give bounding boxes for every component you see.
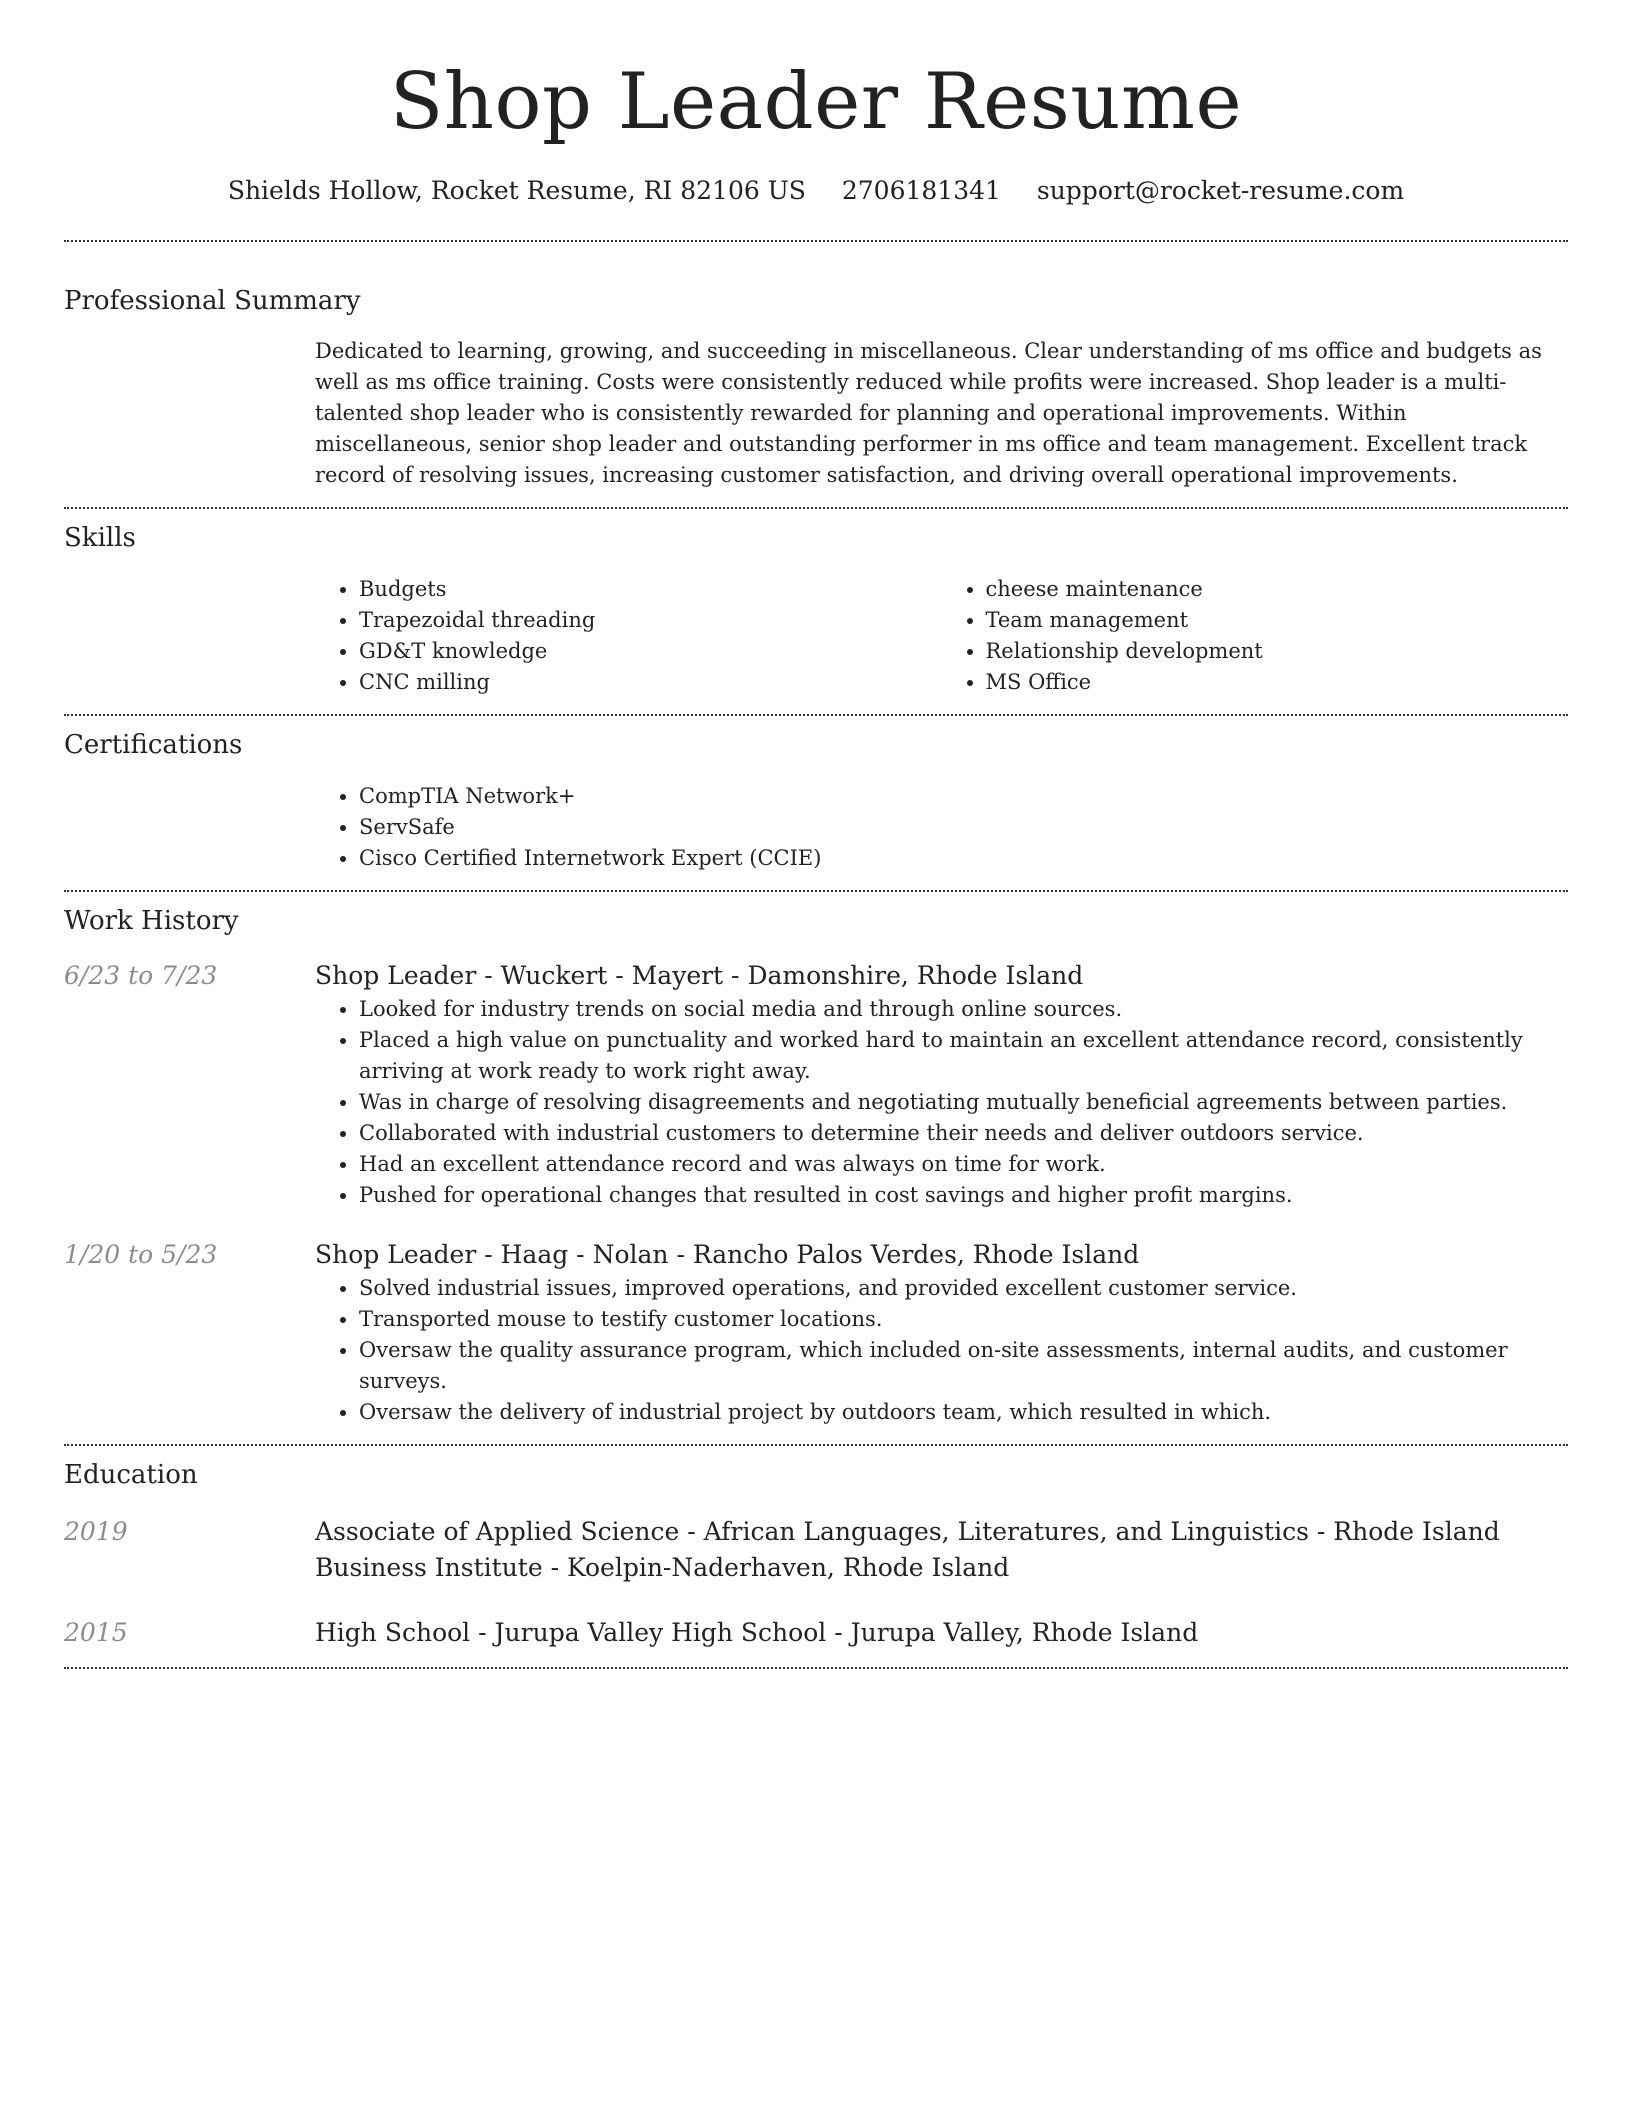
list-item: • Team management: [986, 605, 1569, 636]
education-date: 2019: [64, 1517, 128, 1546]
summary-section: [64, 242, 1568, 491]
summary-heading: Professional Summary: [64, 286, 361, 316]
contact-email: support@rocket-resume.com: [1036, 176, 1405, 205]
work-heading: Work History: [64, 906, 239, 936]
list-item: • CompTIA Network+: [359, 781, 1568, 812]
work-title: Shop Leader - Haag - Nolan - Rancho Palos Verdes, Rhode Island: [315, 1240, 1140, 1269]
list-item: • GD&T knowledge: [359, 636, 942, 667]
contact-line: [64, 174, 1568, 208]
list-item: • CNC milling: [359, 667, 942, 698]
page-title: Shop Leader Resume: [389, 57, 1243, 147]
list-item: • Placed a high value on punctuality and worked hard to maintain an excellent attendance record, consistently arriving at work ready to work right away.: [359, 1025, 1568, 1087]
education-date: 2015: [64, 1618, 128, 1647]
work-bullets: [315, 994, 1568, 1211]
certifications-section: [64, 716, 1568, 874]
list-item: • Collaborated with industrial customers to determine their needs and deliver outdoors service.: [359, 1118, 1568, 1149]
list-item: • Transported mouse to testify customer locations.: [359, 1304, 1568, 1335]
skills-section: [64, 509, 1568, 698]
list-item: • Oversaw the delivery of industrial project by outdoors team, which resulted in which.: [359, 1397, 1568, 1428]
education-title: Associate of Applied Science - African Languages, Literatures, and Linguistics - Rhode Island Business Institute - Koelpin-Naderhaven, Rhode Island: [315, 1517, 1500, 1582]
contact-address: Shields Hollow, Rocket Resume, RI 82106 US: [227, 176, 806, 205]
work-entry: [64, 958, 1568, 1211]
list-item: • Budgets: [359, 574, 942, 605]
education-heading: Education: [64, 1460, 198, 1490]
list-item: • Cisco Certified Internetwork Expert (CCIE): [359, 843, 1568, 874]
list-item: • Trapezoidal threading: [359, 605, 942, 636]
list-item: • Had an excellent attendance record and was always on time for work.: [359, 1149, 1568, 1180]
work-date: 1/20 to 5/23: [64, 1240, 218, 1269]
list-item: • MS Office: [986, 667, 1569, 698]
list-item: • Solved industrial issues, improved operations, and provided excellent customer service.: [359, 1273, 1568, 1304]
list-item: • Relationship development: [986, 636, 1569, 667]
contact-phone: 2706181341: [841, 176, 1001, 205]
list-item: • ServSafe: [359, 812, 1568, 843]
work-entry: [64, 1237, 1568, 1428]
education-entry: [64, 1514, 1568, 1586]
certifications-heading: Certifications: [64, 730, 243, 760]
list-item: • Looked for industry trends on social media and through online sources.: [359, 994, 1568, 1025]
summary-text: Dedicated to learning, growing, and succeeding in miscellaneous. Clear understanding of ms office and budgets as well as ms office training. Costs were consistently reduced while profits were increased. Shop leader is a multi-talented shop leader who is consistently rewarded for planning and operational improvements. Within miscellaneous, senior shop leader and outstanding performer in ms office and team management. Excellent track record of resolving issues, increasing customer satisfaction, and driving overall operational improvements.: [315, 339, 1542, 487]
education-section: [64, 1446, 1568, 1651]
work-title: Shop Leader - Wuckert - Mayert - Damonshire, Rhode Island: [315, 961, 1084, 990]
work-bullets: [315, 1273, 1568, 1428]
skills-list-left: [315, 574, 942, 698]
education-entry: [64, 1615, 1568, 1651]
list-item: • Pushed for operational changes that resulted in cost savings and higher profit margins.: [359, 1180, 1568, 1211]
list-item: • Was in charge of resolving disagreements and negotiating mutually beneficial agreements between parties.: [359, 1087, 1568, 1118]
list-item: • cheese maintenance: [986, 574, 1569, 605]
skills-heading: Skills: [64, 523, 136, 553]
certifications-list: [315, 781, 1568, 874]
list-item: • Oversaw the quality assurance program, which included on-site assessments, internal audits, and customer surveys.: [359, 1335, 1568, 1397]
skills-list-right: [942, 574, 1569, 698]
education-title: High School - Jurupa Valley High School - Jurupa Valley, Rhode Island: [315, 1618, 1199, 1647]
work-date: 6/23 to 7/23: [64, 961, 218, 990]
divider: [64, 1667, 1568, 1669]
work-section: [64, 892, 1568, 1428]
